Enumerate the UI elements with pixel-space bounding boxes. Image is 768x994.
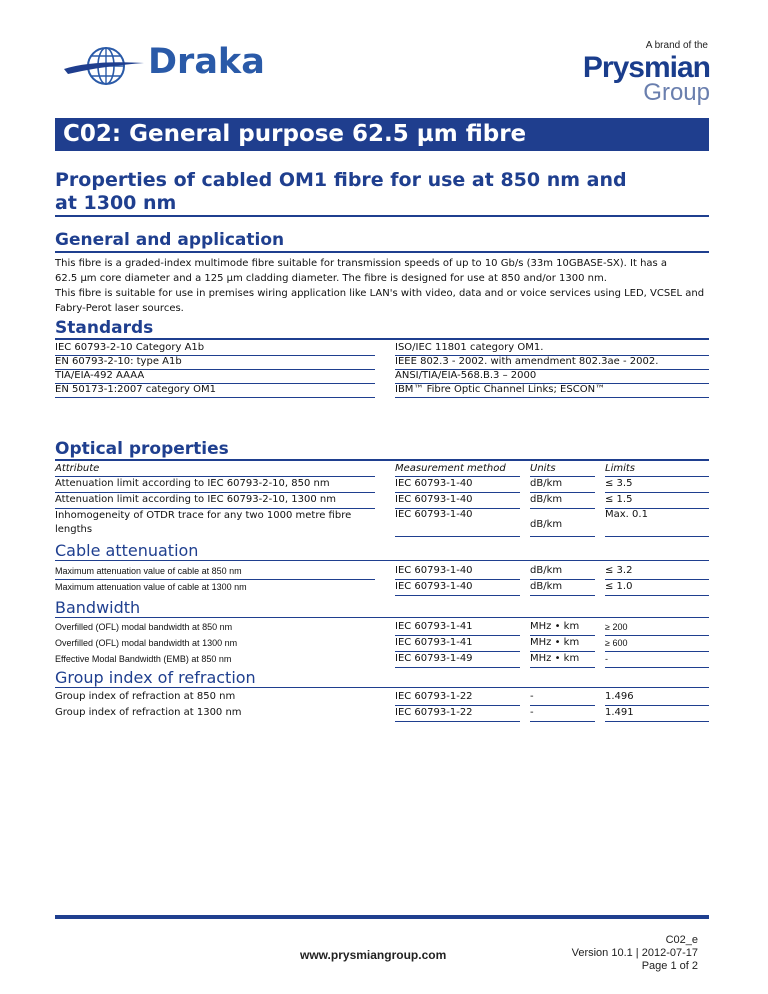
- page-number: Page 1 of 2: [641, 960, 698, 972]
- table-cell-limits: ≤ 3.5: [605, 478, 709, 493]
- table-cell-limits: -: [605, 653, 709, 668]
- standards-right-item: IBM™ Fibre Optic Channel Links; ESCON™: [395, 384, 709, 398]
- table-cell-units: MHz • km: [530, 637, 595, 652]
- table-cell-limits: Max. 0.1: [605, 509, 709, 537]
- table-cell-limits: 1.496: [605, 691, 709, 706]
- optical-heading: Optical properties: [55, 439, 229, 459]
- table-cell-method: IEC 60793-1-49: [395, 653, 520, 668]
- table-cell-method: IEC 60793-1-40: [395, 509, 520, 537]
- table-cell-method: IEC 60793-1-40: [395, 565, 520, 580]
- subtitle-rule: [55, 215, 709, 217]
- standards-rule: [55, 338, 709, 340]
- general-line: 62.5 µm core diameter and a 125 µm cladding diameter. The fibre is designed for use at 850 and/or 1300 nm.: [55, 273, 607, 284]
- prysmian-logo-text: Prysmian: [582, 51, 710, 84]
- table-cell-attribute: Group index of refraction at 850 nm: [55, 691, 236, 702]
- general-heading: General and application: [55, 230, 285, 250]
- general-line: This fibre is suitable for use in premises wiring application like LAN's with video, data and or voice services using LED, VCSEL and: [55, 288, 705, 299]
- table-cell-method: IEC 60793-1-40: [395, 478, 520, 493]
- table-cell-units: MHz • km: [530, 653, 595, 668]
- col-header-limits: Limits: [605, 463, 709, 477]
- general-line: Fabry-Perot laser sources.: [55, 303, 184, 314]
- table-cell-limits: ≤ 3.2: [605, 565, 709, 580]
- bandwidth-heading: Bandwidth: [55, 598, 141, 617]
- table-cell-attribute: Effective Modal Bandwidth (EMB) at 850 nm: [55, 654, 232, 664]
- standards-left-item: EN 50173-1:2007 category OM1: [55, 384, 375, 398]
- doc-version: Version 10.1 | 2012-07-17: [571, 947, 698, 959]
- group-logo-text: Group: [643, 79, 710, 106]
- footer-rule: [55, 915, 709, 919]
- footer-url-link[interactable]: www.prysmiangroup.com: [300, 948, 447, 962]
- table-cell-units: dB/km: [530, 581, 595, 596]
- table-cell-units: dB/km: [530, 494, 595, 509]
- standards-heading: Standards: [55, 318, 154, 338]
- table-cell-units: dB/km: [530, 509, 595, 537]
- table-cell-attribute: Overfilled (OFL) modal bandwidth at 1300 nm: [55, 638, 238, 648]
- table-cell-attribute: Group index of refraction at 1300 nm: [55, 707, 242, 718]
- standards-right-item: ANSI/TIA/EIA-568.B.3 – 2000: [395, 370, 709, 384]
- table-cell-limits: ≥ 600: [605, 637, 709, 652]
- globe-logo-icon: [62, 44, 146, 88]
- brand-tagline: A brand of the: [645, 40, 708, 51]
- standards-left-item: IEC 60793-2-10 Category A1b: [55, 342, 375, 356]
- table-cell-attribute: Maximum attenuation value of cable at 850 nm: [55, 565, 375, 580]
- table-cell-method: IEC 60793-1-40: [395, 494, 520, 509]
- table-cell-units: -: [530, 691, 595, 706]
- table-cell-units: MHz • km: [530, 621, 595, 636]
- table-cell-method: IEC 60793-1-40: [395, 581, 520, 596]
- attribute-line: Inhomogeneity of OTDR trace for any two 1000 metre fibre: [55, 510, 352, 521]
- subtitle-line-1: Properties of cabled OM1 fibre for use at 850 nm and: [55, 169, 627, 191]
- optical-rule: [55, 459, 709, 461]
- standards-left-item: TIA/EIA-492 AAAA: [55, 370, 375, 384]
- table-cell-limits: 1.491: [605, 707, 709, 722]
- table-cell-method: IEC 60793-1-22: [395, 691, 520, 706]
- standards-left-item: EN 60793-2-10: type A1b: [55, 356, 375, 370]
- general-line: This fibre is a graded-index multimode fibre suitable for transmission speeds of up to 10 Gb/s (33m 10GBASE-SX). It has a: [55, 258, 668, 269]
- table-cell-limits: ≥ 200: [605, 621, 709, 636]
- table-cell-units: dB/km: [530, 478, 595, 493]
- col-header-units: Units: [530, 463, 595, 477]
- table-cell-limits: ≤ 1.0: [605, 581, 709, 596]
- table-cell-method: IEC 60793-1-22: [395, 707, 520, 722]
- group-index-rule: [55, 687, 709, 688]
- footer-meta: [572, 934, 698, 973]
- table-cell-attribute: Overfilled (OFL) modal bandwidth at 850 nm: [55, 622, 233, 632]
- table-cell-method: IEC 60793-1-41: [395, 621, 520, 636]
- attribute-line: lengths: [55, 524, 93, 535]
- cable-attenuation-heading: Cable attenuation: [55, 541, 199, 560]
- table-cell-units: dB/km: [530, 565, 595, 580]
- general-paragraph: [55, 256, 715, 316]
- cable-attenuation-rule: [55, 560, 709, 561]
- subtitle-line-2: at 1300 nm: [55, 192, 177, 214]
- standards-right-item: IEEE 802.3 - 2002. with amendment 802.3ae - 2002.: [395, 356, 709, 370]
- table-cell-attribute: [55, 509, 375, 537]
- table-cell-units: -: [530, 707, 595, 722]
- col-header-attribute: Attribute: [55, 463, 375, 477]
- table-cell-method: IEC 60793-1-41: [395, 637, 520, 652]
- general-rule: [55, 251, 709, 253]
- table-cell-attribute: Attenuation limit according to IEC 60793-2-10, 850 nm: [55, 478, 375, 493]
- page-title: C02: General purpose 62.5 µm fibre: [63, 121, 527, 147]
- doc-id: C02_e: [665, 934, 698, 946]
- group-index-heading: Group index of refraction: [55, 668, 256, 687]
- table-cell-attribute: Attenuation limit according to IEC 60793-2-10, 1300 nm: [55, 494, 375, 509]
- standards-right-item: ISO/IEC 11801 category OM1.: [395, 342, 709, 356]
- bandwidth-rule: [55, 617, 709, 618]
- draka-logo-text: Draka: [148, 42, 265, 82]
- col-header-method: Measurement method: [395, 463, 520, 477]
- table-cell-attribute: Maximum attenuation value of cable at 1300 nm: [55, 582, 247, 592]
- table-cell-limits: ≤ 1.5: [605, 494, 709, 509]
